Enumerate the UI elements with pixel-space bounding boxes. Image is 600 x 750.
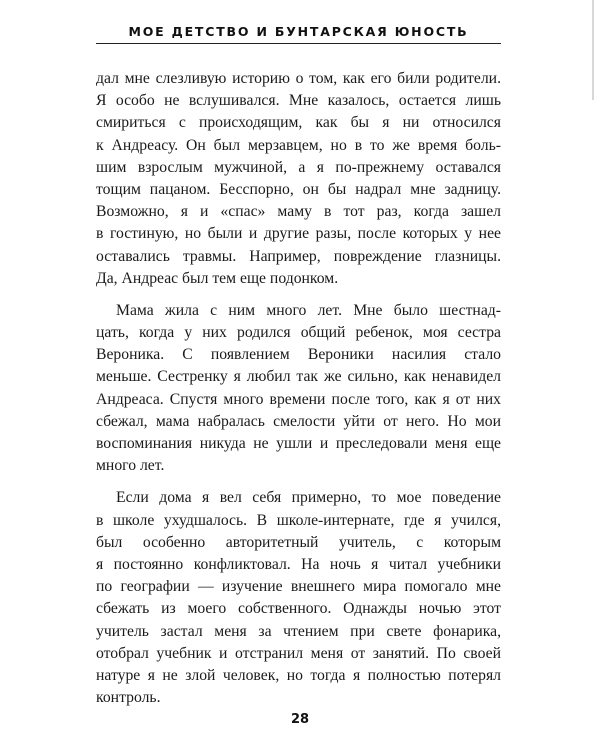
- text-line: дал мне слезливую историю о том, как его били родители.: [96, 70, 501, 87]
- text-line: сбежать из моего собственного. Однажды ночью этот: [96, 600, 501, 618]
- running-title: МОЕ ДЕТСТВО И БУНТАРСКАЯ ЮНОСТЬ: [128, 24, 469, 39]
- text-line: Если дома я вел себя примерно, то мое поведение: [116, 489, 501, 507]
- paragraph-1: [96, 68, 501, 290]
- text-line: цать, когда у них родился общий ребенок, моя сестра: [96, 324, 501, 342]
- text-line: тощим пацаном. Бесспорно, он бы надрал мне задницу.: [96, 180, 501, 198]
- text-line: отобрал учебник и отстранил меня от занятий. По своей: [96, 644, 501, 662]
- page-edge-shadow: [592, 0, 594, 100]
- body-text: [96, 68, 501, 719]
- text-line: контроль.: [96, 689, 161, 707]
- text-line: к Андреасу. Он был мерзавцем, но в то же время боль-: [96, 136, 501, 154]
- text-line: много лет.: [96, 457, 165, 475]
- text-line: оставались травмы. Например, повреждение глазницы.: [96, 247, 501, 265]
- text-line: шим взрослым мужчиной, а я по-прежнему оставался: [96, 158, 501, 176]
- text-line: в гостиную, но были и другие разы, после которых у нее: [96, 225, 501, 243]
- text-line: по географии — изучение внешнего мира помогало мне: [96, 578, 501, 596]
- text-line: был особенно авторитетный учитель, с которым: [96, 533, 501, 551]
- text-line: Я особо не вслушивался. Мне казалось, остается лишь: [96, 92, 501, 110]
- text-line: смириться с происходящим, как бы я ни относился: [96, 114, 501, 132]
- header-rule: [96, 43, 501, 44]
- text-line: воспоминания никуда не ушли и преследовали меня еще: [96, 435, 501, 452]
- text-line: меньше. Сестренку я любил так же сильно, как ненавидел: [96, 368, 501, 386]
- text-line: учитель застал меня за чтением при свете фонарика,: [96, 622, 501, 640]
- text-line: Возможно, я и «спас» маму в тот раз, когда зашел: [96, 203, 501, 221]
- text-line: Да, Андреас был тем еще подонком.: [96, 269, 339, 287]
- text-line: сбежал, мама набралась смелости уйти от него. Но мои: [96, 412, 501, 430]
- text-line: натуре я не злой человек, но тогда я полностью потерял: [96, 666, 501, 684]
- page-number: 28: [290, 712, 310, 727]
- paragraph-3: [96, 487, 501, 709]
- text-line: в школе ухудшалось. В школе-интернате, где я учился,: [96, 511, 501, 529]
- text-line: Андреаса. Спустя много времени после того, как я от них: [96, 390, 501, 408]
- text-line: я постоянно конфликтовал. На ночь я читал учебники: [96, 555, 501, 573]
- text-line: Мама жила с ним много лет. Мне было шестнад-: [116, 301, 501, 319]
- paragraph-2: [96, 300, 501, 478]
- text-line: Вероника. С появлением Вероники насилия стало: [96, 346, 501, 364]
